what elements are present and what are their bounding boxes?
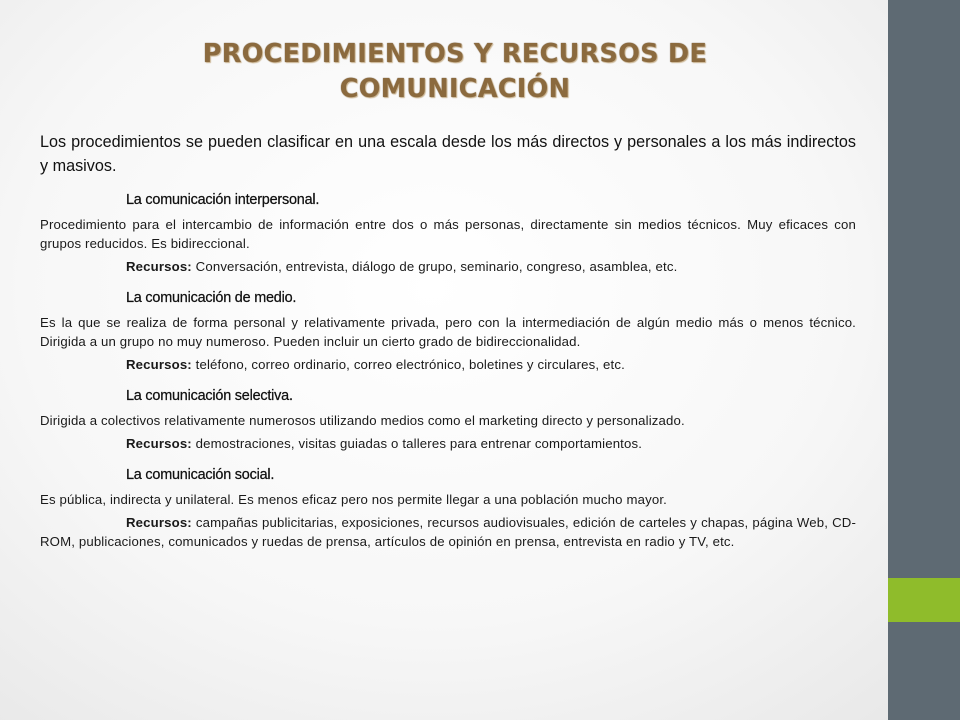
section-description: Es la que se realiza de forma personal y relativamente privada, pero con la intermediación de algún medio más o menos técnico. Dirigida a un grupo no muy numeroso. Pueden incluir un cierto grado de bidireccionalidad. — [40, 315, 856, 349]
accent-block — [888, 578, 960, 622]
section-medio — [40, 288, 856, 374]
section-description: Procedimiento para el intercambio de información entre dos o más personas, directamente sin medios técnicos. Muy eficaces con grupos reducidos. Es bidireccional. — [40, 217, 856, 251]
section-heading: La comunicación selectiva. — [126, 388, 293, 404]
section-social — [40, 465, 856, 551]
intro-paragraph: Los procedimientos se pueden clasificar en una escala desde los más directos y personales a los más indirectos y masivos. — [40, 133, 856, 175]
section-description: Dirigida a colectivos relativamente numerosos utilizando medios como el marketing directo y personalizado. — [40, 413, 685, 428]
resources-text: campañas publicitarias, exposiciones, recursos audiovisuales, edición de carteles y chapas, página Web, CD-ROM, publicaciones, comunicados y ruedas de prensa, artículos de opinión en prensa, entrevista en radio y TV, etc. — [40, 515, 856, 549]
section-resources — [40, 513, 856, 551]
section-interpersonal — [40, 190, 856, 276]
section-resources — [40, 257, 856, 276]
section-description: Es pública, indirecta y unilateral. Es menos eficaz pero nos permite llegar a una población mucho mayor. — [40, 492, 667, 507]
slide-title: PROCEDIMIENTOS Y RECURSOS DE COMUNICACIÓN — [202, 39, 708, 104]
resources-label: Recursos: — [126, 515, 192, 530]
resources-label: Recursos: — [126, 357, 192, 372]
section-selectiva — [40, 386, 856, 453]
resources-text: teléfono, correo ordinario, correo electrónico, boletines y circulares, etc. — [191, 357, 625, 372]
resources-label: Recursos: — [126, 259, 192, 274]
section-heading: La comunicación social. — [126, 467, 275, 483]
section-heading: La comunicación de medio. — [126, 290, 297, 306]
resources-text: Conversación, entrevista, diálogo de grupo, seminario, congreso, asamblea, etc. — [191, 259, 678, 274]
resources-text: demostraciones, visitas guiadas o talleres para entrenar comportamientos. — [191, 436, 643, 451]
slide-content — [40, 130, 856, 551]
section-heading: La comunicación interpersonal. — [126, 192, 320, 208]
section-resources — [40, 355, 856, 374]
resources-label: Recursos: — [126, 436, 192, 451]
section-resources — [40, 434, 856, 453]
